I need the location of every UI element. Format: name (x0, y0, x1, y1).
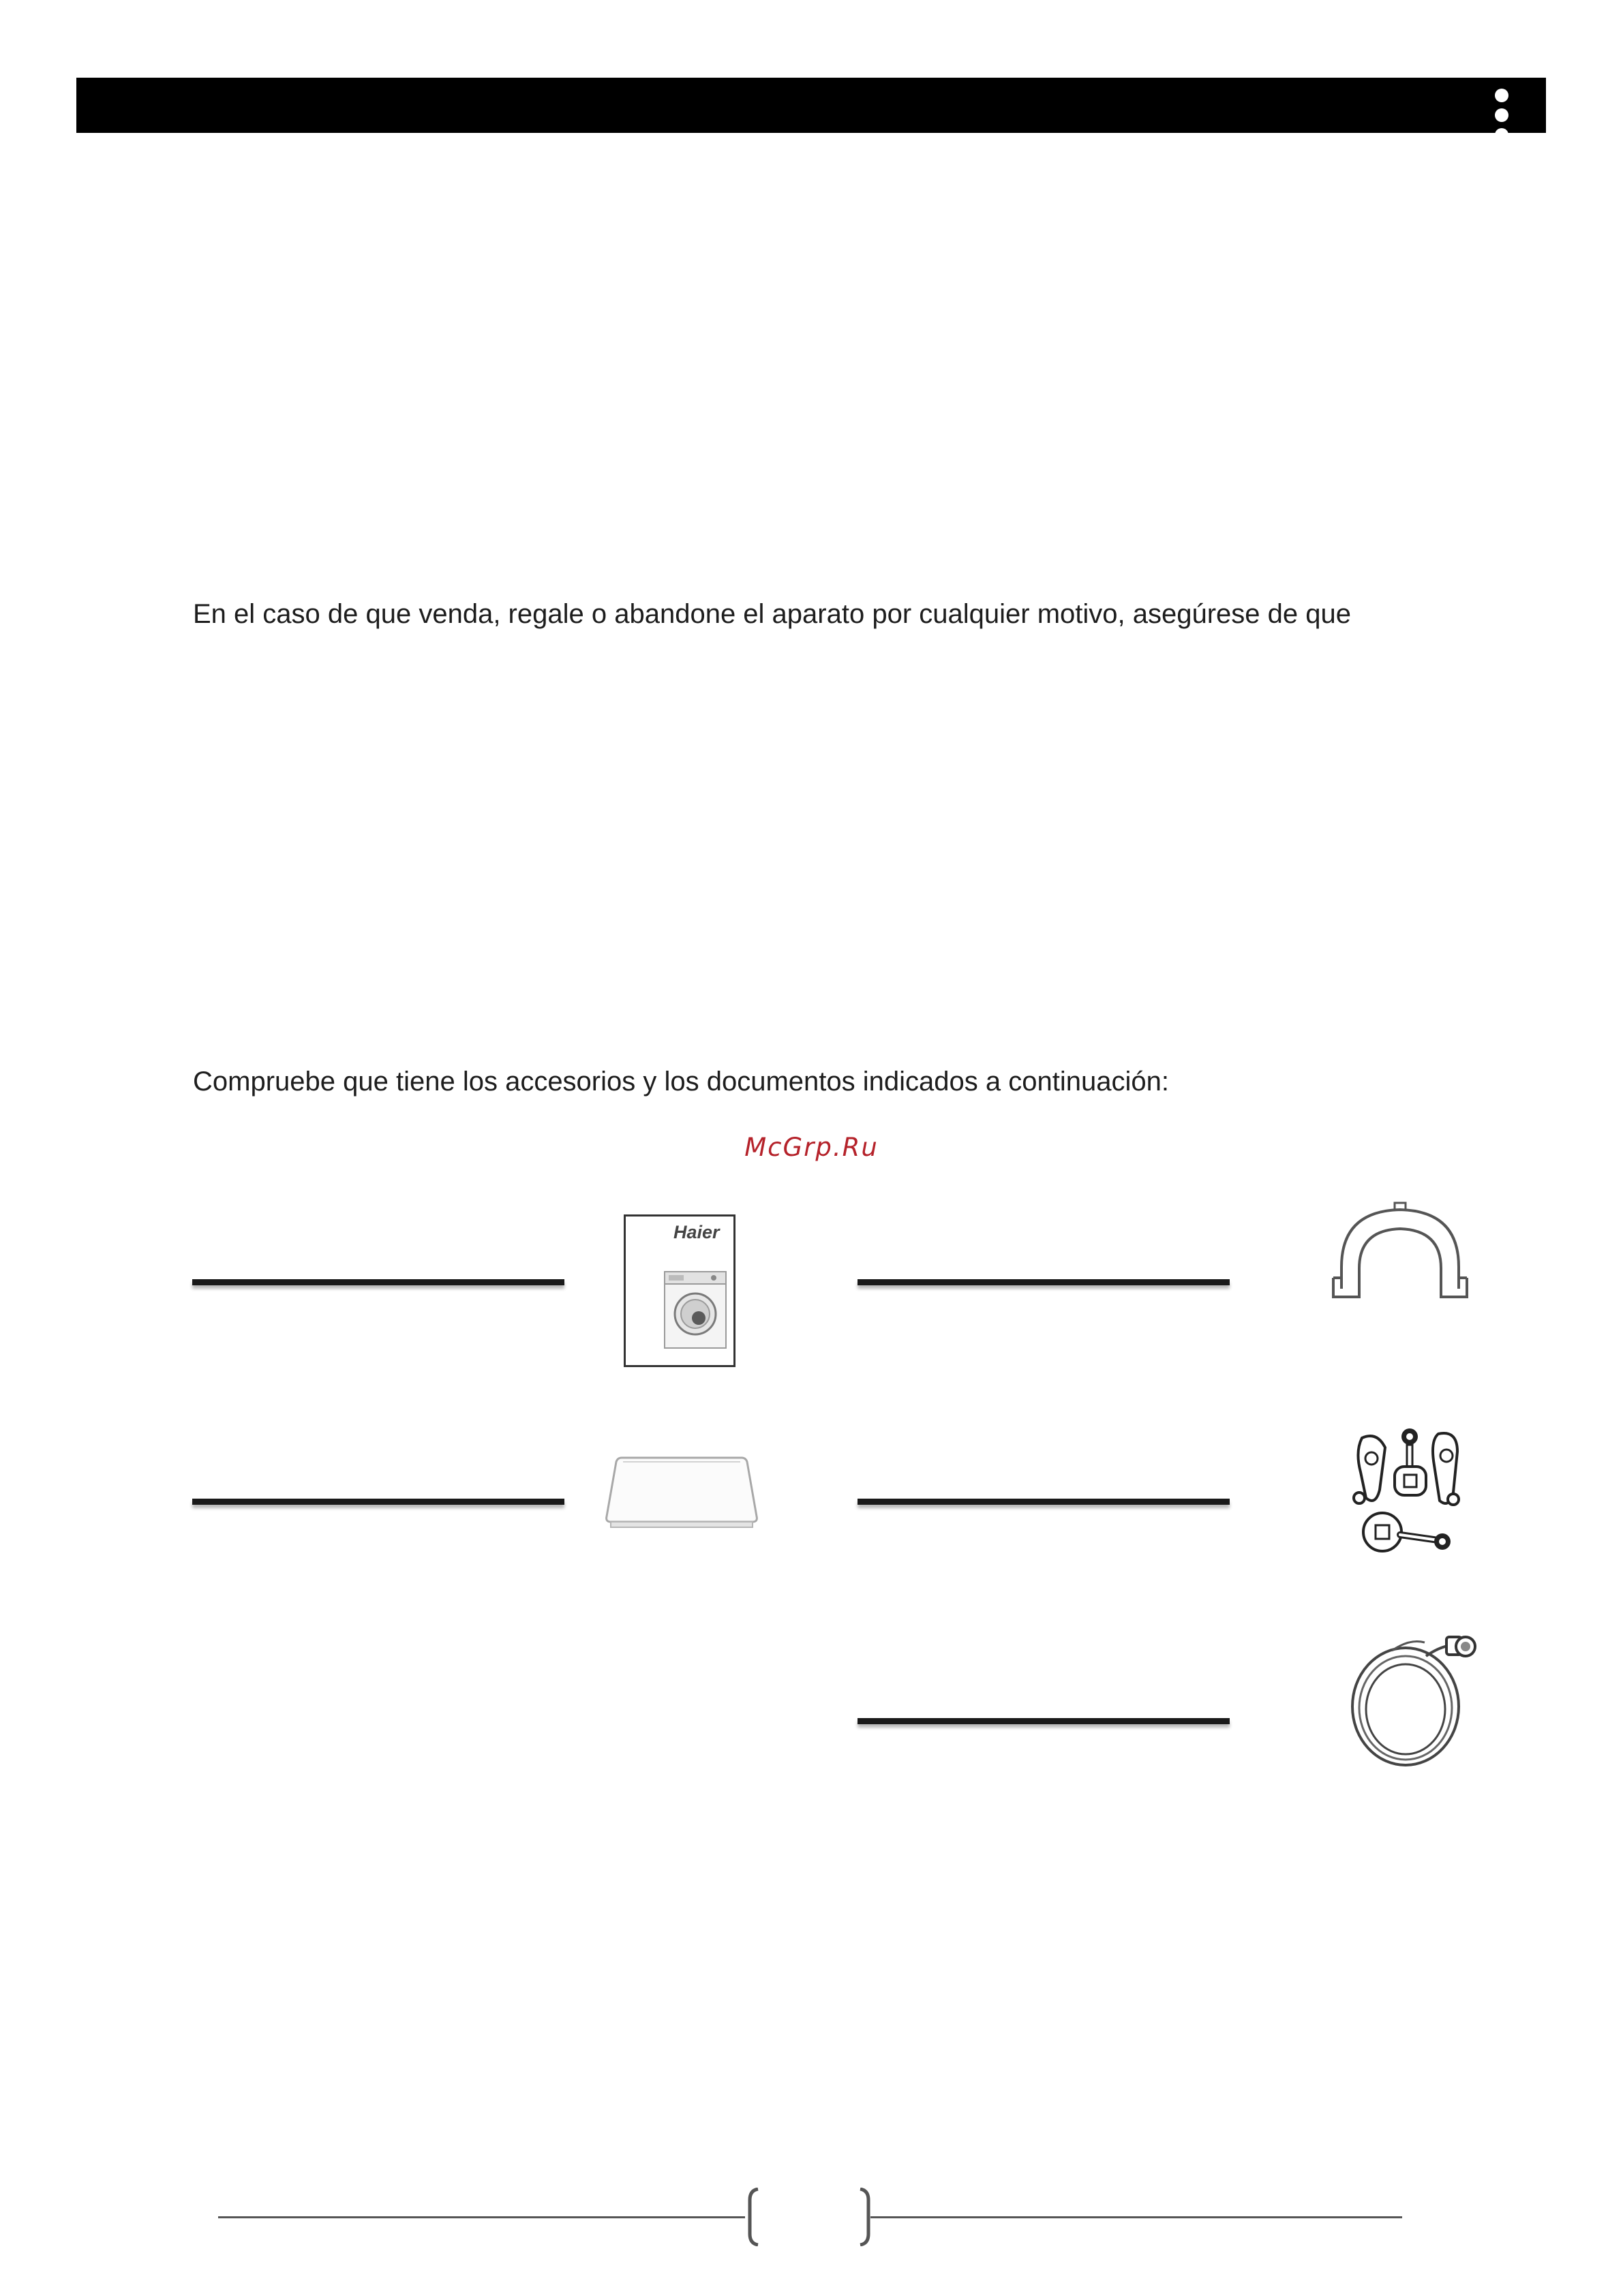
haier-logo: Haier (673, 1222, 720, 1242)
watermark: McGrp.Ru (744, 1133, 879, 1162)
paragraph-disposal: En el caso de que venda, regale o abandone el aparato por cualquier motivo, asegúrese de que (193, 599, 1351, 629)
cover-plate-icon (598, 1454, 783, 1537)
inlet-hose-icon (1344, 1623, 1478, 1772)
accessory-label-line-cover (192, 1499, 564, 1505)
accessory-label-line-bracket (858, 1279, 1230, 1285)
footer-bracket-right (858, 2188, 871, 2246)
footer-line-right (870, 2216, 1402, 2218)
vertical-dots-icon (1495, 89, 1508, 129)
accessory-label-line-spanner (858, 1499, 1230, 1505)
paragraph-accessories: Compruebe que tiene los accesorios y los documentos indicados a continuación: (193, 1067, 1169, 1097)
spanner-tool-icon (1350, 1424, 1466, 1558)
header-bar (76, 78, 1546, 133)
footer-bracket-left (747, 2188, 761, 2246)
accessory-label-line-hose (858, 1718, 1230, 1724)
accessory-label-line-manual (192, 1279, 564, 1285)
footer-line-left (218, 2216, 745, 2218)
u-hose-bracket-icon (1332, 1201, 1468, 1305)
